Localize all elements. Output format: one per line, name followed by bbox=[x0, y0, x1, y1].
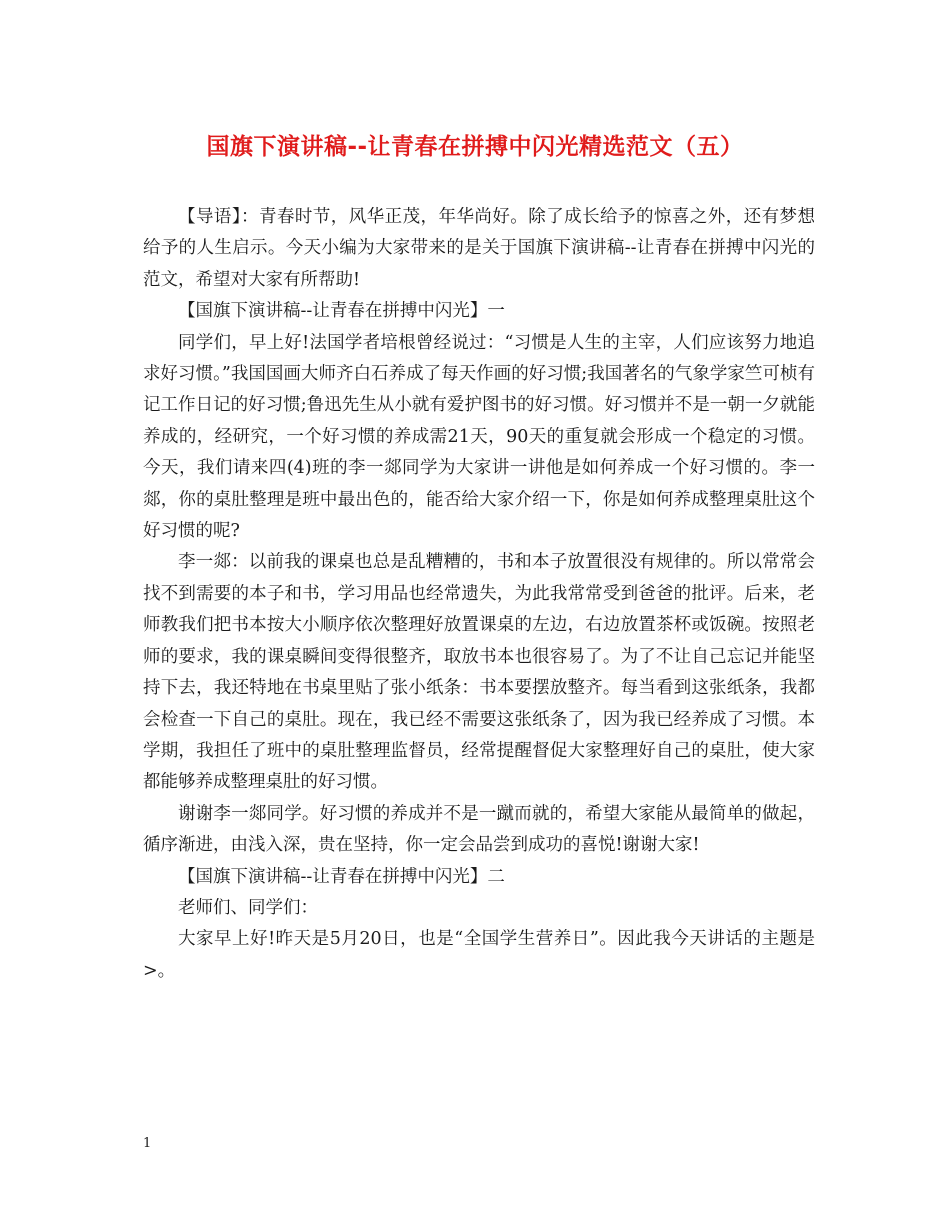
document-title: 国旗下演讲稿--让青春在拼搏中闪光精选范文（五） bbox=[206, 134, 744, 160]
paragraph: 李一郯：以前我的课桌也总是乱糟糟的，书和本子放置很没有规律的。所以常常会找不到需要的本子和书，学习用品也经常遗失，为此我常常受到爸爸的批评。后来，老师教我们把书本按大小顺序依次整理好放置课桌的左边，右边放置茶杯或饭碗。按照老师的要求，我的课桌瞬间变得很整齐，取放书本也很容易了。为了不让自己忘记并能坚持下去，我还特地在书桌里贴了张小纸条：书本要摆放整齐。每当看到这张纸条，我都会检查一下自己的桌肚。现在，我已经不需要这张纸条了，因为我已经养成了习惯。本学期，我担任了班中的桌肚整理监督员，经常提醒督促大家整理好自己的桌肚，使大家都能够养成整理桌肚的好习惯。 bbox=[143, 552, 815, 793]
paragraph-section-heading-1: 【国旗下演讲稿--让青春在拼搏中闪光】一 bbox=[178, 301, 505, 322]
document-body bbox=[143, 202, 815, 987]
page-number: 1 bbox=[143, 1136, 152, 1151]
paragraph-intro: 【导语】：青春时节，风华正茂，年华尚好。除了成长给予的惊喜之外，还有梦想给予的人生启示。今天小编为大家带来的是关于国旗下演讲稿--让青春在拼搏中闪光的范文，希望对大家有所帮助! bbox=[143, 207, 815, 290]
paragraph: 同学们，早上好!法国学者培根曾经说过：“习惯是人生的主宰，人们应该努力地追求好习惯。”我国国画大师齐白石养成了每天作画的好习惯;我国著名的气象学家竺可桢有记工作日记的好习惯;鲁迅先生从小就有爱护图书的好习惯。好习惯并不是一朝一夕就能养成的，经研究，一个好习惯的养成需21天，90天的重复就会形成一个稳定的习惯。今天，我们请来四(4)班的李一郯同学为大家讲一讲他是如何养成一个好习惯的。李一郯，你的桌肚整理是班中最出色的，能否给大家介绍一下，你是如何养成整理桌肚这个好习惯的呢? bbox=[143, 332, 815, 542]
paragraph: 谢谢李一郯同学。好习惯的养成并不是一蹴而就的，希望大家能从最简单的做起，循序渐进，由浅入深，贵在坚持，你一定会品尝到成功的喜悦!谢谢大家! bbox=[143, 803, 815, 856]
paragraph-greeting: 老师们、同学们： bbox=[178, 897, 318, 918]
paragraph-section-heading-2: 【国旗下演讲稿--让青春在拼搏中闪光】二 bbox=[178, 866, 505, 887]
paragraph: 大家早上好!昨天是5月20日，也是“全国学生营养日”。因此我今天讲话的主题是>。 bbox=[143, 929, 815, 981]
